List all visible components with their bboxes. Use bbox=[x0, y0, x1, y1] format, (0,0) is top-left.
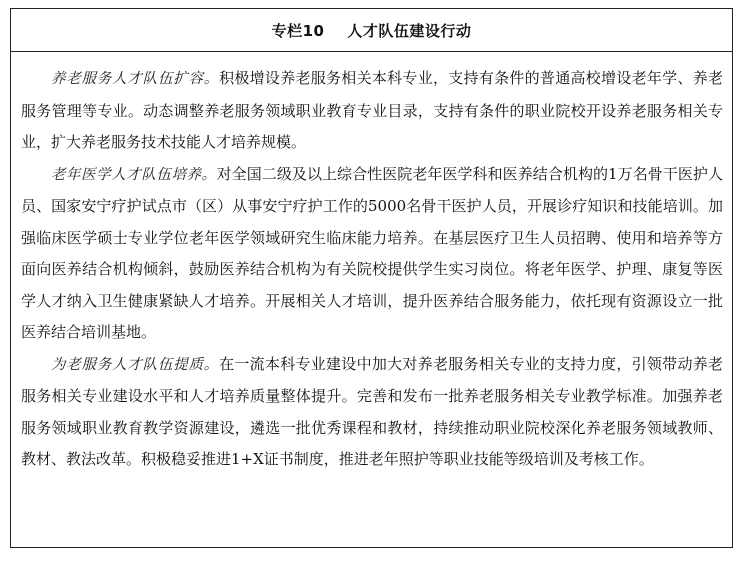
policy-column-box bbox=[10, 8, 733, 548]
paragraph-lead: 老年医学人才队伍培养。 bbox=[51, 166, 217, 183]
column-body bbox=[11, 52, 732, 476]
column-title: 专栏10 人才队伍建设行动 bbox=[11, 9, 732, 52]
paragraph-lead: 养老服务人才队伍扩容。 bbox=[51, 71, 220, 87]
paragraph-text: 积极增设养老服务相关本科专业，支持有条件的普通高校增设老年学、养老服务管理等专业。动态调整养老服务领域职业教育专业目录，支持有条件的职业院校开设养老服务相关专业，扩大养老服务技术技能人才培养规模。 bbox=[21, 69, 724, 151]
paragraph-quality-improvement bbox=[21, 349, 723, 476]
paragraph-text: 在一流本科专业建设中加大对养老服务相关专业的支持力度，引领带动养老服务相关专业建设水平和人才培养质量整体提升。完善和发布一批养老服务相关专业教学标准。加强养老服务领域职业教育教学资源建设，遴选一批优秀课程和教材，持续推动职业院校深化养老服务领域教师、教材、教法改革。积极稳妥推进1+X证书制度，推进老年照护等职业技能等级培训及考核工作。 bbox=[21, 354, 724, 468]
paragraph-lead: 为老服务人才队伍提质。 bbox=[51, 356, 220, 373]
paragraph-talent-expansion bbox=[21, 63, 723, 159]
paragraph-text: 对全国二级及以上综合性医院老年医学科和医养结合机构的1万名骨干医护人员、国家安宁疗护试点市（区）从事安宁疗护工作的5000名骨干医护人员，开展诊疗知识和技能培训。加强临床医学硕士专业学位老年医学领域研究生临床能力培养。在基层医疗卫生人员招聘、使用和培养等方面向医养结合机构倾斜，鼓励医养结合机构为有关院校提供学生实习岗位。将老年医学、护理、康复等医学人才纳入卫生健康紧缺人才培养。开展相关人才培训，提升医养结合服务能力，依托现有资源设立一批医养结合培训基地。 bbox=[21, 164, 723, 341]
paragraph-geriatric-training bbox=[21, 159, 723, 349]
